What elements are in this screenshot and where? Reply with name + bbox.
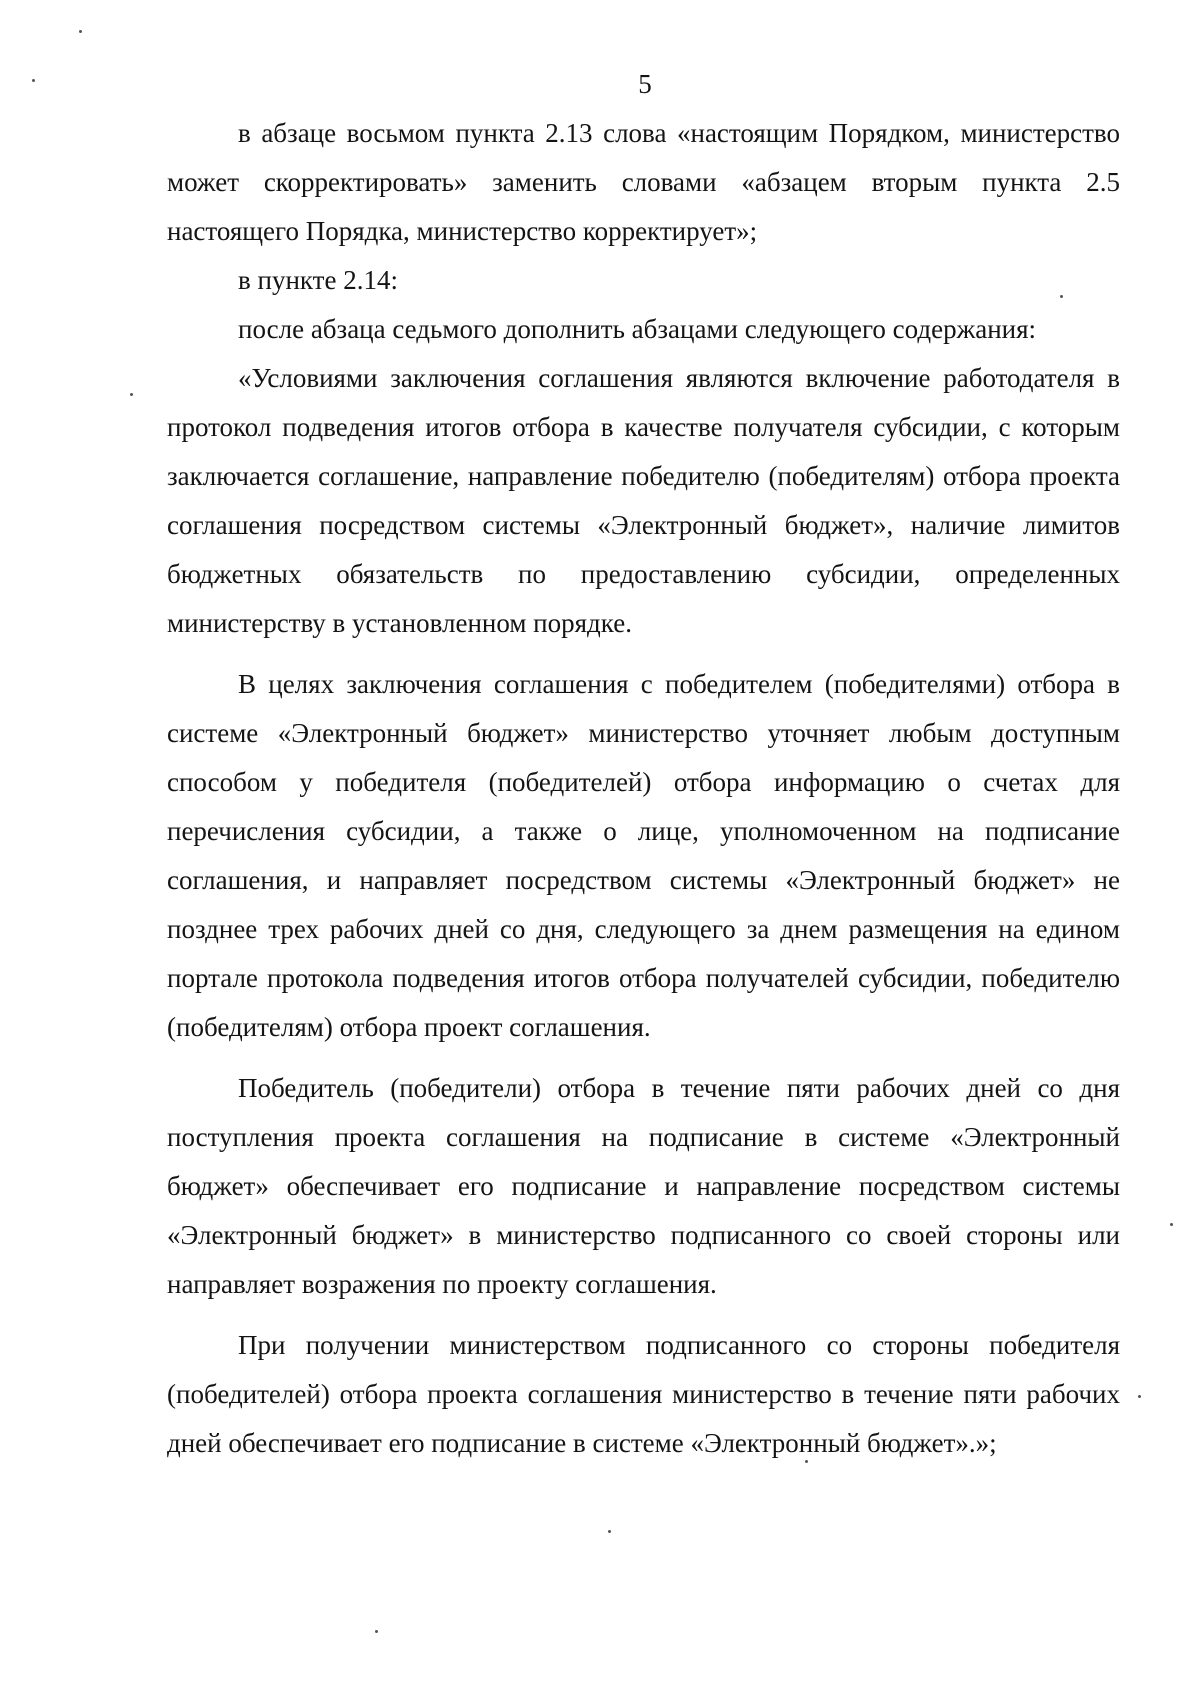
- paragraph-point-2-14: в пункте 2.14:: [238, 265, 398, 295]
- paragraph-agreement-procedure: В целях заключения соглашения с победителем (победителями) отбора в системе «Электронный бюджет» министерство уточняет любым доступным способом у победителя (победителей) отбора информацию о счетах для перечисления субсидии, а также о лице, уполномоченном на подписание соглашения, и направляет посредством системы «Электронный бюджет» не позднее трех рабочих дней со дня, следующего за днем размещения на едином портале протокола подведения итогов отбора получателей субсидии, победителю (победителям) отбора проект соглашения.: [167, 669, 1120, 1042]
- page-number: 5: [638, 69, 652, 99]
- document-body: [167, 109, 1120, 1468]
- paragraph-conditions: «Условиями заключения соглашения являются включение работодателя в протокол подведения итогов отбора в качестве получателя субсидии, с которым заключается соглашение, направление победителю (победителям) отбора проекта соглашения посредством системы «Электронный бюджет», наличие лимитов бюджетных обязательств по предоставлению субсидии, определенных министерству в установленном порядке.: [167, 363, 1120, 638]
- paragraph-winner-signing: Победитель (победители) отбора в течение пяти рабочих дней со дня поступления проекта соглашения на подписание в системе «Электронный бюджет» обеспечивает его подписание и направление посредством системы «Электронный бюджет» в министерство подписанного со своей стороны или направляет возражения по проекту соглашения.: [167, 1073, 1120, 1299]
- paragraph-amendment-2-13: в абзаце восьмом пункта 2.13 слова «настоящим Порядком, министерство может скорректировать» заменить словами «абзацем вторым пункта 2.5 настоящего Порядка, министерство корректирует»;: [167, 118, 1120, 246]
- scan-speck: [32, 79, 35, 82]
- scan-speck: [130, 393, 133, 396]
- paragraph-addition-intro: после абзаца седьмого дополнить абзацами следующего содержания:: [238, 314, 1037, 344]
- scan-speck: [1170, 1223, 1173, 1226]
- scan-speck: [79, 30, 82, 33]
- scan-speck: [1138, 1395, 1141, 1398]
- scan-speck: [805, 1460, 808, 1463]
- scan-speck: [608, 1530, 611, 1533]
- paragraph-ministry-signing: При получении министерством подписанного со стороны победителя (победителей) отбора проекта соглашения министерство в течение пяти рабочих дней обеспечивает его подписание в системе «Электронный бюджет».»;: [167, 1330, 1120, 1458]
- scan-speck: [1060, 295, 1063, 298]
- scan-speck: [375, 1630, 378, 1633]
